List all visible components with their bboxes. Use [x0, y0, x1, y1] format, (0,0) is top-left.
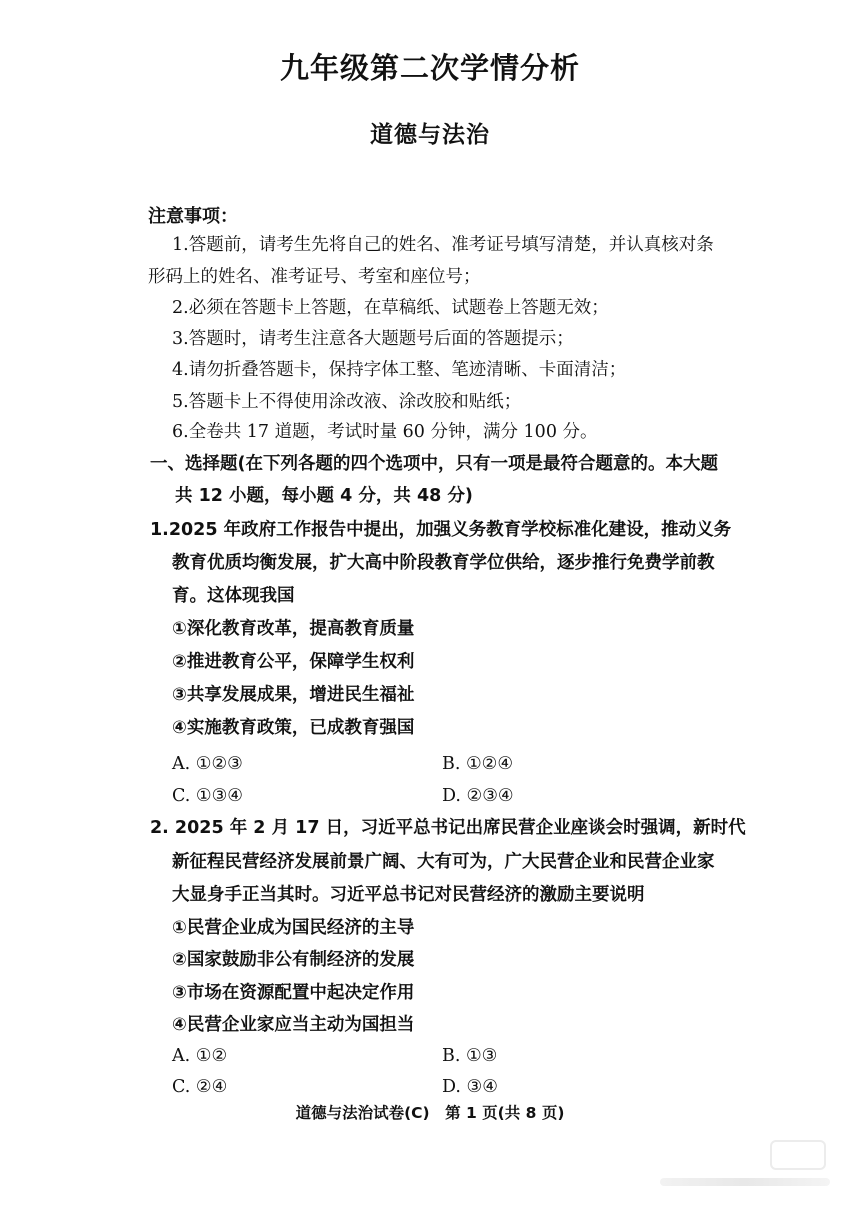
- q2-option-b: B. ①③: [442, 1046, 498, 1066]
- q2-item-4: ④民营企业家应当主动为国担当: [172, 1015, 415, 1035]
- watermark-logo: [660, 1140, 840, 1200]
- q2-stem-line-1: 2. 2025 年 2 月 17 日，习近平总书记出席民营企业座谈会时强调，新时代: [150, 818, 746, 838]
- q2-item-1: ①民营企业成为国民经济的主导: [172, 918, 415, 938]
- q1-stem-line-3: 育。这体现我国: [172, 586, 295, 606]
- q1-option-a: A. ①②③: [172, 754, 243, 774]
- notice-line-4: 4.请勿折叠答题卡，保持字体工整、笔迹清晰、卡面清洁；: [172, 360, 627, 380]
- q1-option-c: C. ①③④: [172, 786, 243, 806]
- q1-stem-line-1: 1.2025 年政府工作报告中提出，加强义务教育学校标准化建设，推动义务: [150, 520, 732, 540]
- notice-line-2: 2.必须在答题卡上答题，在草稿纸、试题卷上答题无效；: [172, 298, 609, 318]
- q1-item-4: ④实施教育政策，已成教育强国: [172, 718, 415, 738]
- q2-option-a: A. ①②: [172, 1046, 228, 1066]
- notice-line-1: 1.答题前，请考生先将自己的姓名、准考证号填写清楚，并认真核对条: [172, 235, 714, 255]
- q1-option-b: B. ①②④: [442, 754, 514, 774]
- notice-line-6: 6.全卷共 17 道题，考试时量 60 分钟，满分 100 分。: [172, 422, 598, 442]
- q1-option-d: D. ②③④: [442, 786, 514, 806]
- watermark-logo-icon: [770, 1140, 826, 1170]
- q1-item-3: ③共享发展成果，增进民生福祉: [172, 685, 415, 705]
- q2-stem-line-2: 新征程民营经济发展前景广阔、大有可为，广大民营企业和民营企业家: [172, 852, 715, 872]
- notice-heading: 注意事项：: [148, 206, 238, 227]
- page-footer: 道德与法治试卷(C) 第 1 页(共 8 页): [295, 1104, 565, 1122]
- watermark-bar: [660, 1178, 830, 1186]
- q2-option-c: C. ②④: [172, 1077, 228, 1097]
- notice-line-3: 3.答题时，请考生注意各大题题号后面的答题提示；: [172, 329, 574, 349]
- q1-item-2: ②推进教育公平，保障学生权利: [172, 652, 415, 672]
- q2-item-2: ②国家鼓励非公有制经济的发展: [172, 950, 415, 970]
- q2-stem-line-3: 大显身手正当其时。习近平总书记对民营经济的激励主要说明: [172, 885, 645, 905]
- page-title: 九年级第二次学情分析: [279, 51, 580, 85]
- q1-item-1: ①深化教育改革，提高教育质量: [172, 619, 415, 639]
- section-title: 一、选择题(在下列各题的四个选项中，只有一项是最符合题意的。本大题: [150, 454, 718, 474]
- q1-stem-line-2: 教育优质均衡发展，扩大高中阶段教育学位供给，逐步推行免费学前教: [172, 553, 715, 573]
- q2-item-3: ③市场在资源配置中起决定作用: [172, 983, 415, 1003]
- q2-option-d: D. ③④: [442, 1077, 498, 1097]
- subject-title: 道德与法治: [370, 122, 490, 148]
- section-title-cont: 共 12 小题，每小题 4 分，共 48 分): [175, 486, 473, 506]
- notice-line-5: 5.答题卡上不得使用涂改液、涂改胶和贴纸；: [172, 392, 522, 412]
- notice-line-1-cont: 形码上的姓名、准考证号、考室和座位号；: [148, 267, 481, 287]
